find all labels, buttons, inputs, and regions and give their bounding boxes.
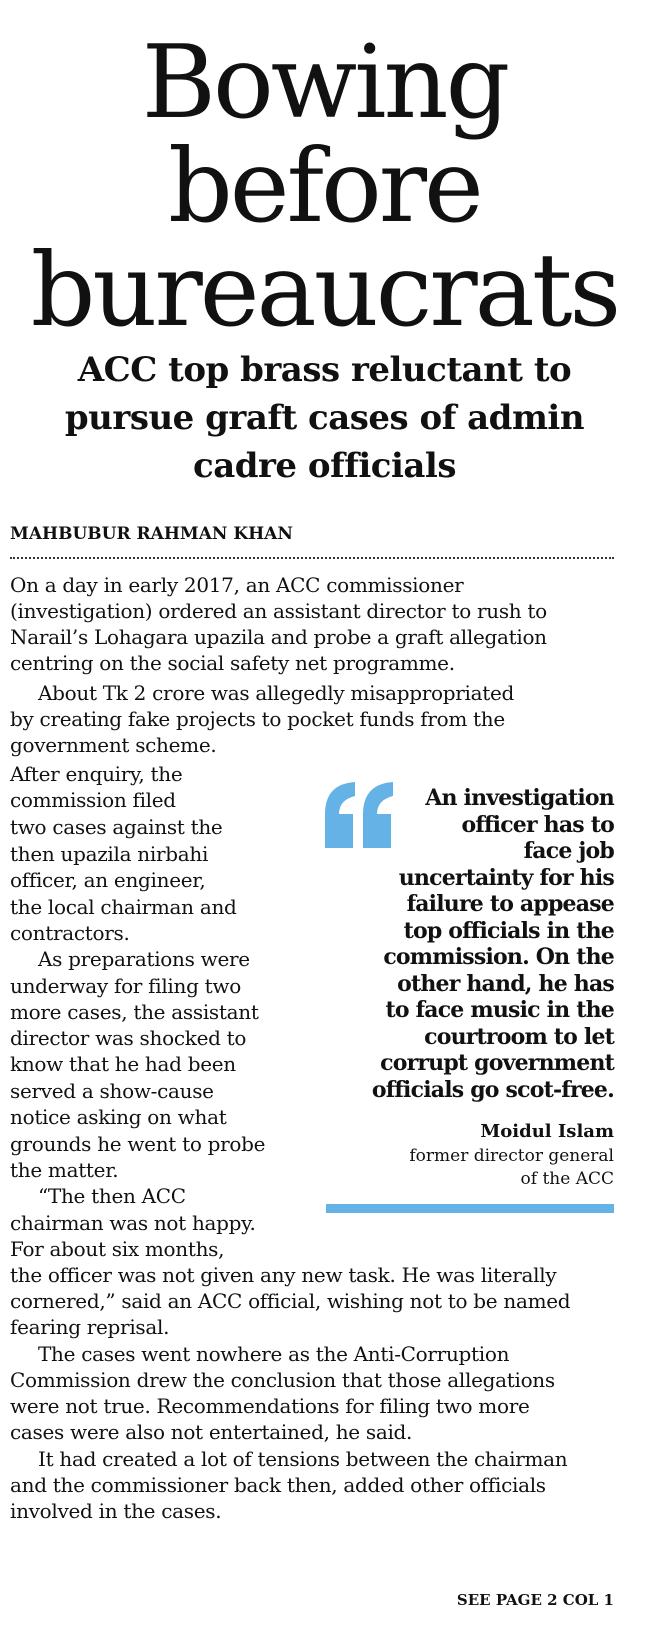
body-line: Narail’s Lohagara upazila and probe a graft allegation <box>10 625 547 649</box>
pull-quote-line: top officials in the <box>403 917 614 944</box>
body-line: notice asking on what <box>10 1105 227 1129</box>
body-line: centring on the social safety net programme. <box>10 651 455 675</box>
headline-line: bureaucrats <box>30 231 619 349</box>
body-line: As preparations were <box>38 947 250 971</box>
body-line: cases were also not entertained, he said. <box>10 1420 413 1444</box>
body-line: contractors. <box>10 921 130 945</box>
pull-quote-line: courtroom to let <box>424 1023 614 1050</box>
body-line: About Tk 2 crore was allegedly misappropriated <box>38 681 515 705</box>
body-line: cornered,” said an ACC official, wishing not to be named <box>10 1289 571 1313</box>
body-line: officer, an engineer, <box>10 868 206 892</box>
dotted-divider <box>10 557 614 559</box>
pull-quote-line: corrupt government <box>380 1050 614 1076</box>
body-line: “The then ACC <box>38 1184 186 1208</box>
headline-line: before <box>168 127 481 245</box>
body-line: then upazila nirbahi <box>10 842 209 866</box>
body-line: government scheme. <box>10 733 217 757</box>
body-line: the officer was not given any new task. He was literally <box>10 1263 557 1287</box>
pull-quote-line: failure to appease <box>406 891 614 917</box>
body-line: (investigation) ordered an assistant director to rush to <box>10 599 547 623</box>
body-line: fearing reprisal. <box>10 1315 170 1339</box>
body-line: commission filed <box>10 788 176 812</box>
body-line: It had created a lot of tensions between the chairman <box>38 1447 568 1471</box>
body-line: by creating fake projects to pocket funds from the <box>10 707 505 731</box>
subheadline <box>18 346 631 490</box>
body-line: Commission drew the conclusion that those allegations <box>10 1368 555 1392</box>
body-line: The cases went nowhere as the Anti-Corruption <box>38 1342 510 1366</box>
body-line: were not true. Recommendations for filing two more <box>10 1394 530 1418</box>
subheadline-line: pursue graft cases of admin <box>64 398 585 438</box>
pull-quote-line: face job <box>523 838 614 864</box>
body-line: more cases, the assistant <box>10 1000 259 1024</box>
body-line: director was shocked to <box>10 1026 247 1050</box>
pull-quote-text <box>314 785 614 1103</box>
body-line: two cases against the <box>10 815 223 839</box>
continuation-link[interactable]: SEE PAGE 2 COL 1 <box>456 1591 614 1609</box>
body-line: After enquiry, the <box>10 762 183 786</box>
pull-quote-accent-bar <box>326 1204 614 1213</box>
body-line: chairman was not happy. <box>10 1211 256 1235</box>
body-line: served a show-cause <box>10 1079 214 1103</box>
subheadline-line: cadre officials <box>193 446 456 486</box>
body-line: involved in the cases. <box>10 1499 222 1523</box>
pull-quote-line: An investigation <box>425 785 614 811</box>
headline <box>0 23 649 349</box>
pull-quote-line: other hand, he has <box>397 970 614 997</box>
quote-attribution-title <box>374 1145 614 1191</box>
body-line: the local chairman and <box>10 895 237 919</box>
pull-quote-line: officials go scot-free. <box>371 1076 614 1103</box>
subheadline-line: ACC top brass reluctant to <box>77 350 572 390</box>
body-line: underway for filing two <box>10 974 241 998</box>
pull-quote-line: to face music in the <box>385 997 614 1023</box>
pull-quote-line: uncertainty for his <box>398 864 614 891</box>
body-line: know that he had been <box>10 1052 236 1076</box>
headline-line: Bowing <box>141 23 508 141</box>
body-line: On a day in early 2017, an ACC commissioner <box>10 573 464 597</box>
attribution-title-line: former director general <box>409 1146 614 1166</box>
pull-quote-line: commission. On the <box>383 944 614 970</box>
body-line: and the commissioner back then, added other officials <box>10 1473 546 1497</box>
body-line: grounds he went to probe <box>10 1132 266 1156</box>
quote-attribution-name: Moidul Islam <box>480 1121 614 1142</box>
body-line: the matter. <box>10 1158 119 1182</box>
byline: MAHBUBUR RAHMAN KHAN <box>10 524 293 544</box>
attribution-title-line: of the ACC <box>520 1169 614 1189</box>
pull-quote-line: officer has to <box>461 811 614 838</box>
body-line: For about six months, <box>10 1237 225 1261</box>
